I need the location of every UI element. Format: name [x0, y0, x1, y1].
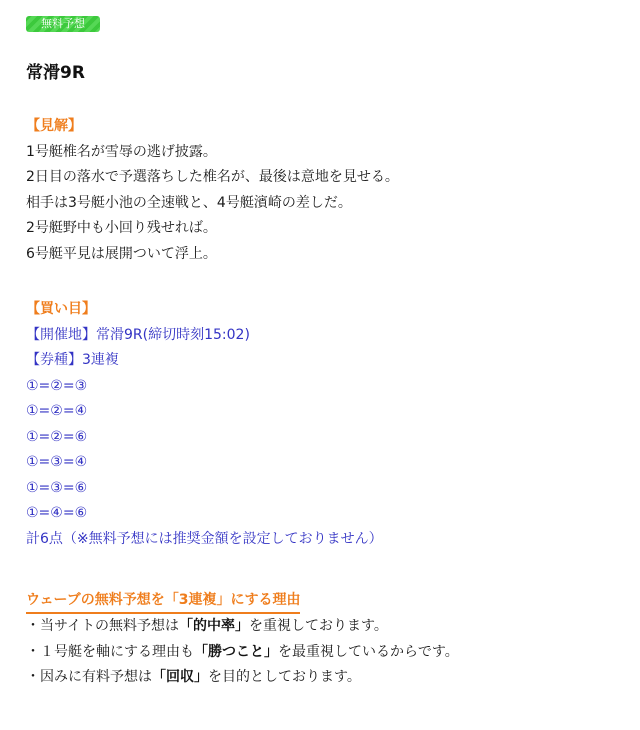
reason-text: を最重視しているからです。 [278, 643, 459, 660]
combo-item: ①=③=④ [26, 454, 88, 470]
combo-item: ①=②=⑥ [26, 428, 88, 445]
reason-item [26, 640, 459, 666]
view-section [26, 114, 399, 267]
reason-text: ・当サイトの無料予想は [26, 618, 180, 634]
combo-item: ①=④=⑥ [26, 505, 88, 521]
venue-info: 【開催地】常滑9R(締切時刻15:02) [26, 326, 250, 343]
combo-item: ①=③=⑥ [26, 479, 88, 496]
reason-item [26, 665, 459, 691]
buy-heading: 【買い目】 [26, 301, 96, 317]
reason-text: ・１号艇を軸にする理由も [26, 643, 194, 660]
free-prediction-badge: 無料予想 [26, 16, 100, 32]
view-line: 2号艇野中も小回り残せれば。 [26, 220, 217, 236]
reason-emphasis: 「回収」 [152, 669, 208, 685]
view-line: 2日目の落水で予選落ちした椎名が、最後は意地を見せる。 [26, 169, 399, 185]
combo-item: ①=②=④ [26, 403, 88, 419]
reason-emphasis: 「勝つこと」 [194, 643, 278, 660]
reason-heading: ウェーブの無料予想を「3連複」にする理由 [26, 588, 300, 614]
reason-text: ・因みに有料予想は [26, 669, 152, 685]
reason-list [26, 614, 459, 691]
reason-text: を目的としております。 [208, 669, 361, 685]
buy-section [26, 297, 383, 552]
reason-text: を重視しております。 [249, 618, 388, 634]
page-title: 常滑9R [26, 63, 85, 83]
view-line: 6号艇平見は展開ついて浮上。 [26, 245, 217, 262]
reason-item [26, 614, 459, 640]
ticket-type: 【券種】3連複 [26, 352, 119, 368]
view-line: 相手は3号艇小池の全速戦と、4号艇濱崎の差しだ。 [26, 194, 352, 211]
view-heading: 【見解】 [26, 118, 82, 134]
total-points: 計6点（※無料予想には推奨金額を設定しておりません） [26, 530, 383, 547]
reason-emphasis: 「的中率」 [179, 618, 250, 634]
combo-item: ①=②=③ [26, 377, 88, 394]
view-line: 1号艇椎名が雪辱の逃げ披露。 [26, 143, 217, 160]
